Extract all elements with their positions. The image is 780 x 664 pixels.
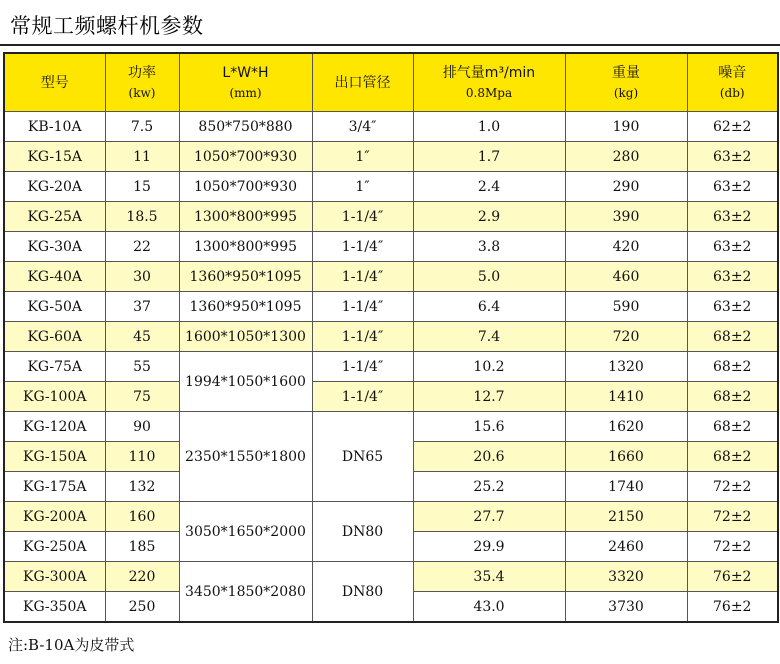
spec-table [3, 52, 779, 623]
footnote: 注:B-10A为皮带式 [8, 636, 135, 654]
cell-outlet: 3/4″ [312, 112, 413, 142]
cell-dimensions: 1360*950*1095 [179, 292, 312, 322]
cell-power: 75 [105, 382, 179, 412]
cell-model: KG-75A [4, 352, 105, 382]
cell-weight: 3320 [565, 562, 687, 592]
cell-model: KG-25A [4, 202, 105, 232]
cell-model: KG-50A [4, 292, 105, 322]
cell-air-delivery: 20.6 [413, 442, 565, 472]
cell-air-delivery: 15.6 [413, 412, 565, 442]
cell-model: KG-100A [4, 382, 105, 412]
cell-power: 90 [105, 412, 179, 442]
cell-model: KG-150A [4, 442, 105, 472]
cell-outlet: 1-1/4″ [312, 322, 413, 352]
cell-air-delivery: 2.4 [413, 172, 565, 202]
cell-power: 30 [105, 262, 179, 292]
cell-outlet-merged: DN80 [312, 562, 413, 623]
title-rule [0, 44, 780, 46]
cell-outlet: 1-1/4″ [312, 292, 413, 322]
cell-power: 11 [105, 142, 179, 172]
table-row [4, 322, 778, 352]
cell-noise: 63±2 [687, 202, 778, 232]
cell-power: 220 [105, 562, 179, 592]
cell-weight: 590 [565, 292, 687, 322]
table-row [4, 352, 778, 382]
cell-outlet: 1-1/4″ [312, 262, 413, 292]
header-dimensions: L*W*H (mm) [179, 53, 312, 112]
cell-dimensions-merged: 2350*1550*1800 [179, 412, 312, 502]
cell-weight: 290 [565, 172, 687, 202]
cell-outlet: 1″ [312, 172, 413, 202]
cell-dimensions: 1600*1050*1300 [179, 322, 312, 352]
cell-dimensions-merged: 1994*1050*1600 [179, 352, 312, 412]
cell-air-delivery: 1.7 [413, 142, 565, 172]
cell-outlet-merged: DN65 [312, 412, 413, 502]
cell-noise: 72±2 [687, 472, 778, 502]
table-row [4, 232, 778, 262]
cell-outlet: 1-1/4″ [312, 382, 413, 412]
cell-power: 250 [105, 592, 179, 623]
cell-dimensions-merged: 3450*1850*2080 [179, 562, 312, 623]
cell-weight: 390 [565, 202, 687, 232]
cell-model: KG-30A [4, 232, 105, 262]
cell-noise: 63±2 [687, 232, 778, 262]
cell-weight: 1320 [565, 352, 687, 382]
cell-power: 55 [105, 352, 179, 382]
cell-air-delivery: 12.7 [413, 382, 565, 412]
header-air-delivery: 排气量m³/min 0.8Mpa [413, 53, 565, 112]
cell-noise: 63±2 [687, 262, 778, 292]
cell-noise: 76±2 [687, 592, 778, 623]
cell-model: KG-120A [4, 412, 105, 442]
cell-air-delivery: 29.9 [413, 532, 565, 562]
cell-outlet: 1-1/4″ [312, 352, 413, 382]
cell-power: 110 [105, 442, 179, 472]
table-row [4, 562, 778, 592]
table-header-row [4, 53, 778, 112]
cell-weight: 1660 [565, 442, 687, 472]
cell-model: KG-300A [4, 562, 105, 592]
cell-noise: 63±2 [687, 172, 778, 202]
cell-weight: 420 [565, 232, 687, 262]
cell-power: 160 [105, 502, 179, 532]
cell-noise: 63±2 [687, 142, 778, 172]
table-row [4, 262, 778, 292]
cell-weight: 280 [565, 142, 687, 172]
cell-model: KG-60A [4, 322, 105, 352]
cell-dimensions: 1360*950*1095 [179, 262, 312, 292]
cell-model: KG-250A [4, 532, 105, 562]
cell-noise: 63±2 [687, 292, 778, 322]
cell-model: KG-200A [4, 502, 105, 532]
cell-air-delivery: 43.0 [413, 592, 565, 623]
cell-model: KG-350A [4, 592, 105, 623]
table-row [4, 292, 778, 322]
cell-air-delivery: 25.2 [413, 472, 565, 502]
cell-noise: 68±2 [687, 412, 778, 442]
cell-weight: 2460 [565, 532, 687, 562]
cell-air-delivery: 7.4 [413, 322, 565, 352]
cell-dimensions: 1050*700*930 [179, 142, 312, 172]
cell-power: 37 [105, 292, 179, 322]
page-title: 常规工频螺杆机参数 [10, 14, 204, 38]
cell-model: KB-10A [4, 112, 105, 142]
cell-power: 185 [105, 532, 179, 562]
cell-air-delivery: 27.7 [413, 502, 565, 532]
cell-air-delivery: 2.9 [413, 202, 565, 232]
table-row [4, 502, 778, 532]
cell-weight: 3730 [565, 592, 687, 623]
header-noise: 噪音 (db) [687, 53, 778, 112]
cell-model: KG-15A [4, 142, 105, 172]
cell-model: KG-40A [4, 262, 105, 292]
cell-dimensions: 850*750*880 [179, 112, 312, 142]
cell-air-delivery: 10.2 [413, 352, 565, 382]
cell-weight: 720 [565, 322, 687, 352]
cell-dimensions: 1300*800*995 [179, 232, 312, 262]
cell-noise: 68±2 [687, 382, 778, 412]
cell-noise: 68±2 [687, 322, 778, 352]
table-row [4, 172, 778, 202]
cell-dimensions: 1300*800*995 [179, 202, 312, 232]
cell-outlet-merged: DN80 [312, 502, 413, 562]
cell-power: 18.5 [105, 202, 179, 232]
cell-model: KG-20A [4, 172, 105, 202]
cell-power: 15 [105, 172, 179, 202]
table-row [4, 112, 778, 142]
cell-air-delivery: 1.0 [413, 112, 565, 142]
cell-air-delivery: 3.8 [413, 232, 565, 262]
cell-weight: 1410 [565, 382, 687, 412]
cell-outlet: 1″ [312, 142, 413, 172]
cell-dimensions: 1050*700*930 [179, 172, 312, 202]
table-row [4, 142, 778, 172]
cell-weight: 1740 [565, 472, 687, 502]
cell-power: 132 [105, 472, 179, 502]
cell-noise: 76±2 [687, 562, 778, 592]
cell-weight: 190 [565, 112, 687, 142]
cell-noise: 72±2 [687, 502, 778, 532]
cell-weight: 460 [565, 262, 687, 292]
cell-outlet: 1-1/4″ [312, 232, 413, 262]
header-model: 型号 [4, 53, 105, 112]
cell-weight: 1620 [565, 412, 687, 442]
header-weight: 重量 (kg) [565, 53, 687, 112]
cell-air-delivery: 5.0 [413, 262, 565, 292]
cell-air-delivery: 35.4 [413, 562, 565, 592]
table-row [4, 382, 778, 412]
cell-air-delivery: 6.4 [413, 292, 565, 322]
cell-model: KG-175A [4, 472, 105, 502]
table-row [4, 412, 778, 442]
header-outlet: 出口管径 [312, 53, 413, 112]
cell-outlet: 1-1/4″ [312, 202, 413, 232]
cell-power: 22 [105, 232, 179, 262]
cell-noise: 62±2 [687, 112, 778, 142]
cell-power: 45 [105, 322, 179, 352]
cell-power: 7.5 [105, 112, 179, 142]
cell-noise: 68±2 [687, 352, 778, 382]
cell-noise: 68±2 [687, 442, 778, 472]
cell-noise: 72±2 [687, 532, 778, 562]
cell-dimensions-merged: 3050*1650*2000 [179, 502, 312, 562]
header-power: 功率 (kw) [105, 53, 179, 112]
cell-weight: 2150 [565, 502, 687, 532]
table-row [4, 202, 778, 232]
